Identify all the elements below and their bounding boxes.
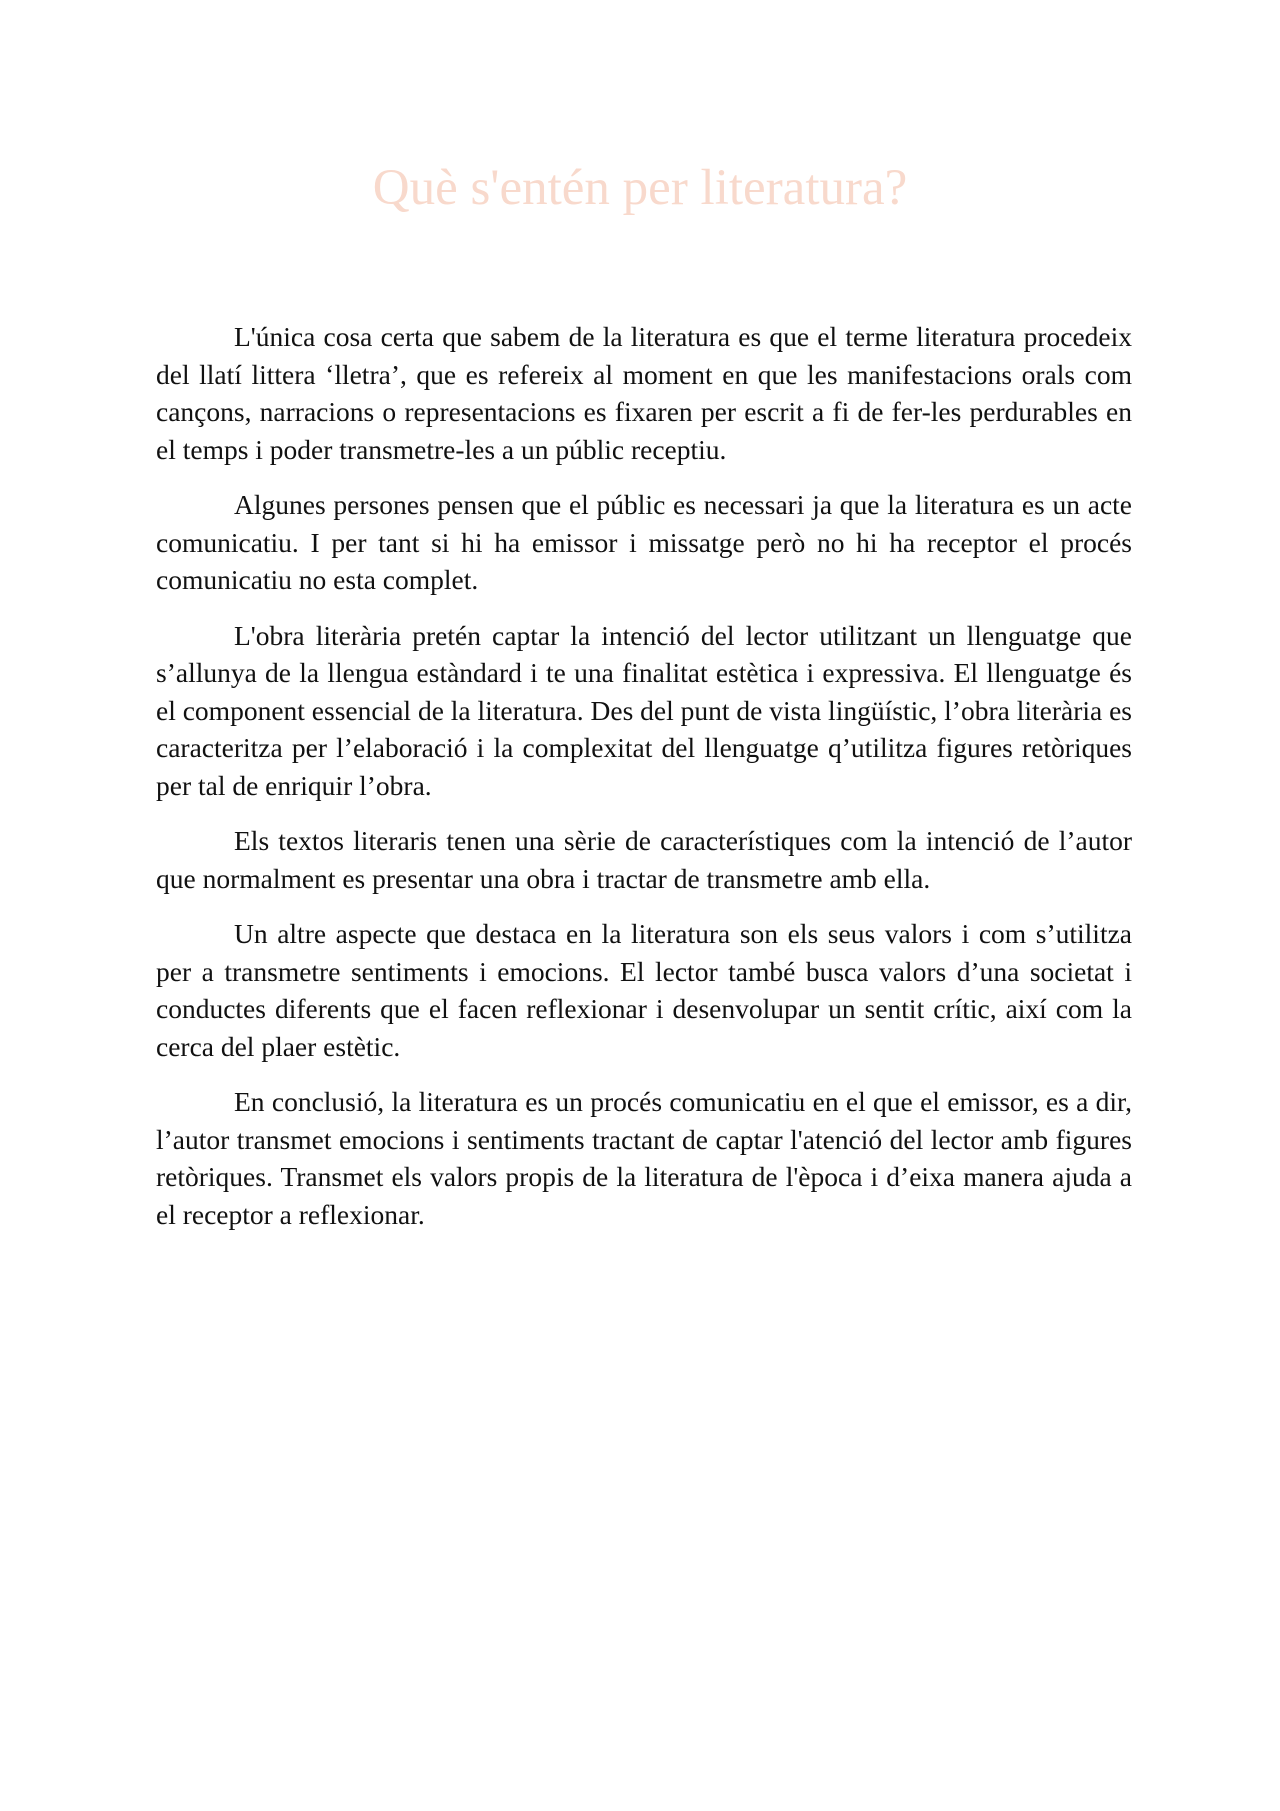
paragraph-3: L'obra literària pretén captar la intenció del lector utilitzant un llenguatge que s’allunya de la llengua estàndard i te una finalitat estètica i expressiva. El llenguatge és el component essencial de la literatura. Des del punt de vista lingüístic, l’obra literària es caracteritza per l’elaboració i la complexitat del llenguatge q’utilitza figures retòriques per tal de enriquir l’obra. (156, 619, 1132, 801)
paragraph-2: Algunes persones pensen que el públic es necessari ja que la literatura es un acte comunicatiu. I per tant si hi ha emissor i missatge però no hi ha receptor el procés comunicatiu no esta complet. (156, 489, 1132, 595)
paragraph-4: Els textos literaris tenen una sèrie de característiques com la intenció de l’autor que normalment es presentar una obra i tractar de transmetre amb ella. (156, 825, 1132, 894)
paragraph-5: Un altre aspecte que destaca en la literatura son els seus valors i com s’utilitza per a transmetre sentiments i emocions. El lector també busca valors d’una societat i conductes diferents que el facen reflexionar i desenvolupar un sentit crític, així com la cerca del plaer estètic. (156, 918, 1132, 1062)
paragraph-6: En conclusió, la literatura es un procés comunicatiu en el que el emissor, es a dir, l’autor transmet emocions i sentiments tractant de captar l'atenció del lector amb figures retòriques. Transmet els valors propis de la literatura de l'època i d’eixa manera ajuda a el receptor a reflexionar. (156, 1086, 1132, 1230)
document-body (156, 318, 1132, 1251)
paragraph-1: L'única cosa certa que sabem de la literatura es que el terme literatura procedeix del llatí littera ‘lletra’, que es refereix al moment en que les manifestacions orals com cançons, narracions o representacions es fixaren per escrit a fi de fer-les perdurables en el temps i poder transmetre-les a un públic receptiu. (156, 321, 1132, 465)
document-title: Què s'entén per literatura? (372, 160, 908, 216)
